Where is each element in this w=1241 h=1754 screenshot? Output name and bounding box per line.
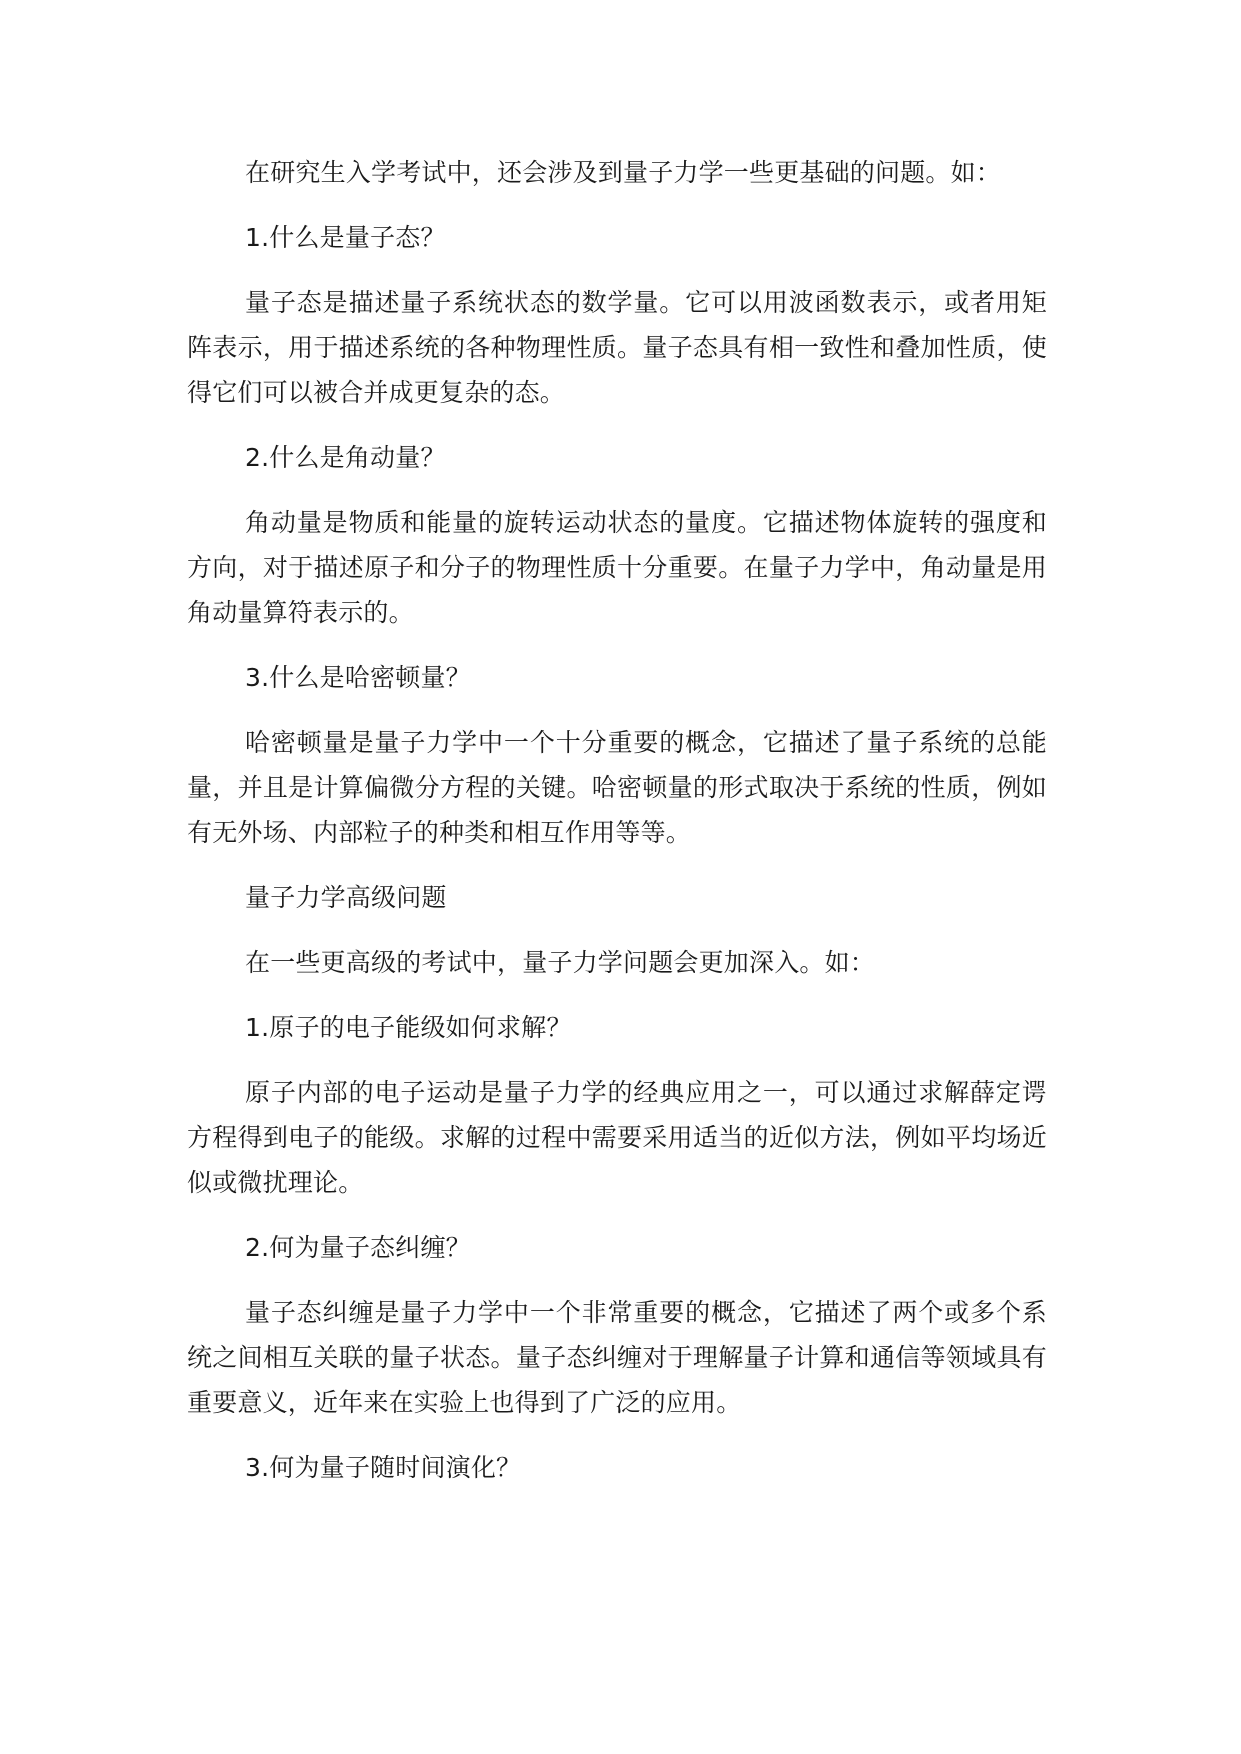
answer-paragraph: 原子内部的电子运动是量子力学的经典应用之一，可以通过求解薛定谔方程得到电子的能级。求解的过程中需要采用适当的近似方法，例如平均场近似或微扰理论。 <box>187 1078 1047 1197</box>
question-heading: 1.什么是量子态？ <box>245 223 446 252</box>
question-heading: 2.何为量子态纠缠？ <box>245 1233 471 1262</box>
answer-paragraph: 量子态是描述量子系统状态的数学量。它可以用波函数表示，或者用矩阵表示，用于描述系统的各种物理性质。量子态具有相一致性和叠加性质，使得它们可以被合并成更复杂的态。 <box>187 288 1047 407</box>
section-heading: 量子力学高级问题 <box>245 883 447 912</box>
answer-paragraph: 角动量是物质和能量的旋转运动状态的量度。它描述物体旋转的强度和方向，对于描述原子和分子的物理性质十分重要。在量子力学中，角动量是用角动量算符表示的。 <box>187 508 1047 627</box>
question-heading: 1.原子的电子能级如何求解？ <box>245 1013 572 1042</box>
question-heading: 2.什么是角动量？ <box>245 443 446 472</box>
intro-paragraph: 在研究生入学考试中，还会涉及到量子力学一些更基础的问题。如： <box>245 158 1002 187</box>
answer-paragraph: 哈密顿量是量子力学中一个十分重要的概念，它描述了量子系统的总能量，并且是计算偏微分方程的关键。哈密顿量的形式取决于系统的性质，例如有无外场、内部粒子的种类和相互作用等等。 <box>187 728 1047 847</box>
answer-paragraph: 量子态纠缠是量子力学中一个非常重要的概念，它描述了两个或多个系统之间相互关联的量子状态。量子态纠缠对于理解量子计算和通信等领域具有重要意义，近年来在实验上也得到了广泛的应用。 <box>187 1298 1047 1417</box>
question-heading: 3.什么是哈密顿量？ <box>245 663 471 692</box>
document-page <box>187 150 1047 1490</box>
section-intro-paragraph: 在一些更高级的考试中，量子力学问题会更加深入。如： <box>245 948 876 977</box>
question-heading: 3.何为量子随时间演化？ <box>245 1453 522 1482</box>
